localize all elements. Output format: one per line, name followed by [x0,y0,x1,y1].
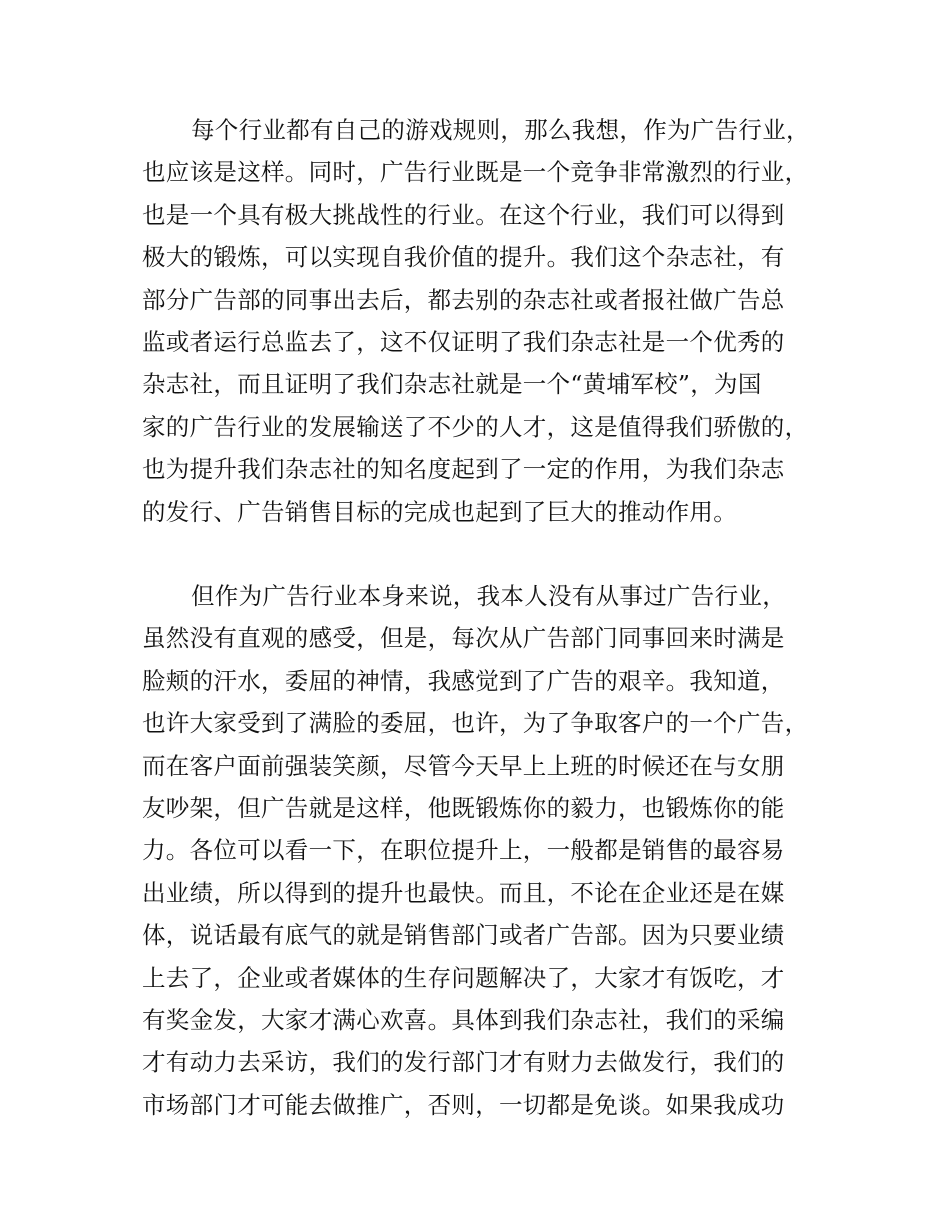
text-line: 极大的锻炼，可以实现自我价值的提升。我们这个杂志社，有 [142,243,785,272]
text-line: 而在客户面前强装笑颜，尽管今天早上上班的时候还在与女朋 [142,751,785,780]
paragraph-1 [142,109,822,533]
text-line: 也是一个具有极大挑战性的行业。在这个行业，我们可以得到 [142,200,785,229]
text-line: 的发行、广告销售目标的完成也起到了巨大的推动作用。 [142,497,737,526]
text-line: 也应该是这样。同时，广告行业既是一个竞争非常激烈的行业， [142,158,809,187]
text-line: 友吵架，但广告就是这样，他既锻炼你的毅力，也锻炼你的能 [142,794,785,823]
text-line: 才有动力去采访，我们的发行部门才有财力去做发行，我们的 [142,1048,785,1077]
paragraph-2 [142,575,822,1126]
text-line: 体，说话最有底气的就是销售部门或者广告部。因为只要业绩 [142,921,785,950]
text-line: 也为提升我们杂志社的知名度起到了一定的作用，为我们杂志 [142,455,785,484]
text-line: 但作为广告行业本身来说，我本人没有从事过广告行业， [191,582,786,610]
text-line: 虽然没有直观的感受，但是，每次从广告部门同事回来时满是 [142,624,785,653]
text-line: 部分广告部的同事出去后，都去别的杂志社或者报社做广告总 [142,285,785,314]
text-line: 上去了，企业或者媒体的生存问题解决了，大家才有饭吃，才 [142,963,785,992]
text-line: 也许大家受到了满脸的委屈，也许，为了争取客户的一个广告， [142,709,809,738]
text-line: 有奖金发，大家才满心欢喜。具体到我们杂志社，我们的采编 [142,1006,785,1035]
text-line: 监或者运行总监去了，这不仅证明了我们杂志社是一个优秀的 [142,328,785,357]
text-line: 出业绩，所以得到的提升也最快。而且，不论在企业还是在媒 [142,878,785,907]
text-line: 杂志社，而且证明了我们杂志社就是一个“黄埔军校”，为国 [142,370,762,399]
text-line: 每个行业都有自己的游戏规则，那么我想，作为广告行业， [191,116,810,144]
text-line: 力。各位可以看一下，在职位提升上，一般都是销售的最容易 [142,836,785,865]
text-line: 脸颊的汗水，委屈的神情，我感觉到了广告的艰辛。我知道， [142,666,785,695]
text-line: 市场部门才可能去做推广，否则，一切都是免谈。如果我成功 [142,1090,785,1119]
text-line: 家的广告行业的发展输送了不少的人才，这是值得我们骄傲的， [142,412,809,441]
